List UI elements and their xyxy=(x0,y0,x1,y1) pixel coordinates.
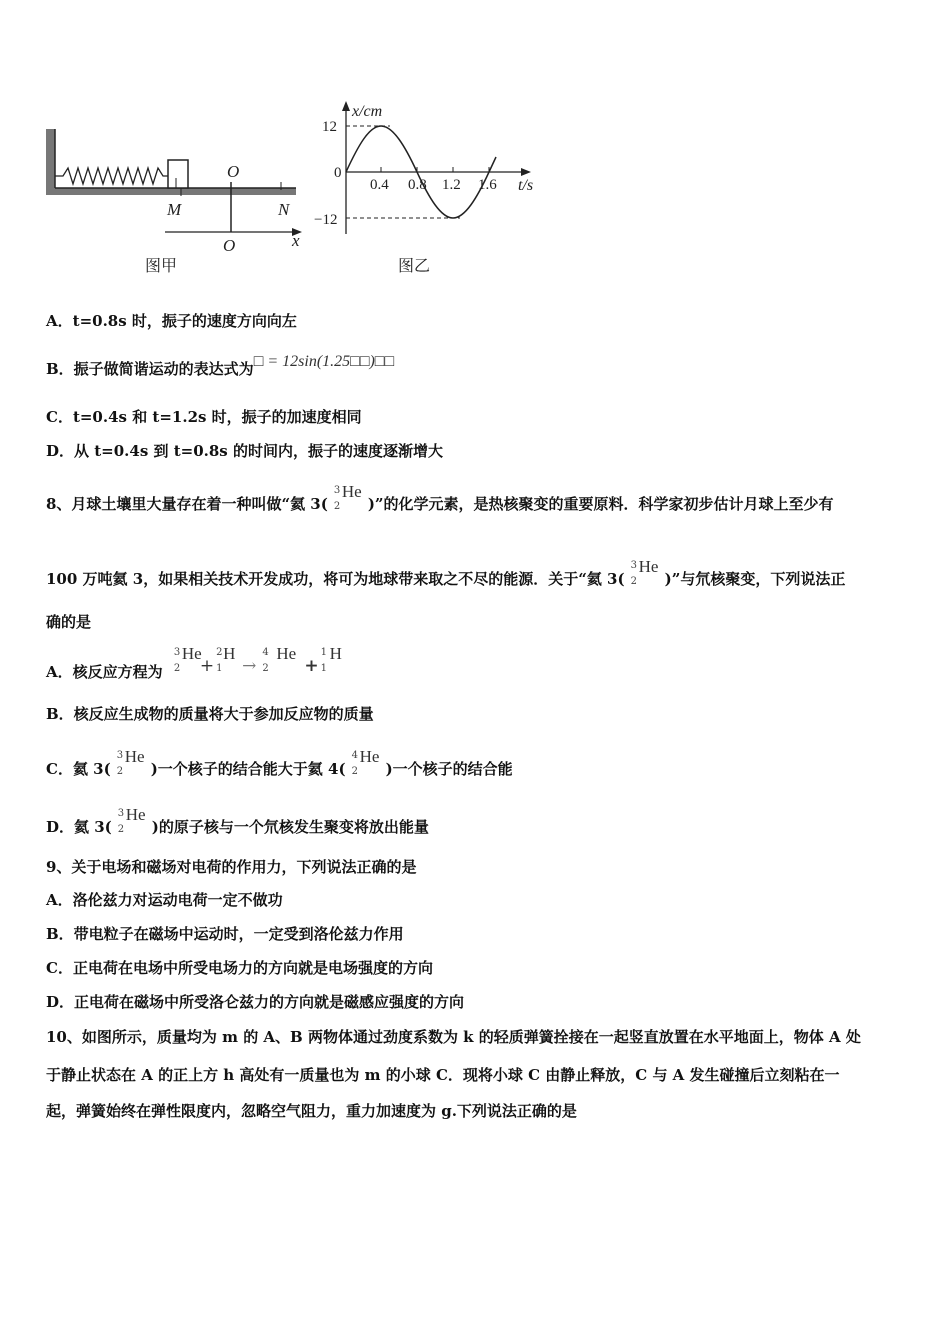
q8-option-c-b: )一个核子的结合能大于氦 4( xyxy=(150,760,346,778)
he3-symbol: He xyxy=(638,557,659,576)
wall xyxy=(46,129,55,195)
label-O-top: O xyxy=(227,162,240,181)
he3-num: 2 xyxy=(333,501,341,512)
isotope-he3: 3 2 He xyxy=(117,805,146,835)
q8-stem-line1-b: )”的化学元素，是热核聚变的重要原料．科学家初步估计月球上至少有 xyxy=(367,495,834,513)
t-tick-1.6: 1.6 xyxy=(478,177,497,193)
eq-h2: 2 1 H xyxy=(216,644,236,674)
q7-option-d: D．从 t=0.4s 到 t=0.8s 的时间内，振子的速度逐渐增大 xyxy=(46,442,443,460)
he3-mass: 3 xyxy=(333,485,341,496)
he3-mass: 3 xyxy=(630,560,637,571)
q10-stem-line3: 起，弹簧始终在弹性限度内，忽略空气阻力，重力加速度为 g.下列说法正确的是 xyxy=(46,1102,577,1120)
label-N: N xyxy=(278,200,290,219)
q9-stem: 9、关于电场和磁场对电荷的作用力，下列说法正确的是 xyxy=(46,858,417,876)
q8-option-b: B．核反应生成物的质量将大于参加反应物的质量 xyxy=(46,705,374,723)
floor xyxy=(46,188,296,195)
y-tick-12: 12 xyxy=(322,119,337,135)
q7-option-b xyxy=(46,353,395,380)
isotope-he3 xyxy=(625,557,665,588)
q8-stem-line1 xyxy=(46,482,834,514)
spring-oscillator-diagram xyxy=(46,129,302,275)
q9-option-b: B．带电粒子在磁场中运动时，一定受到洛伦兹力作用 xyxy=(46,925,404,943)
xt-graph xyxy=(314,101,533,275)
q9-option-d: D．正电荷在磁场中所受洛仑兹力的方向就是磁感应强度的方向 xyxy=(46,993,465,1011)
q8-option-c-a: C．氦 3( xyxy=(46,760,111,778)
q8-option-a xyxy=(46,644,345,684)
label-x-axis: x xyxy=(292,231,300,250)
graph-y-label: x/cm xyxy=(352,103,383,120)
q10-stem-line2: 于静止状态在 A 的正上方 h 高处有一质量也为 m 的小球 C．现将小球 C 由静止释放，C 与 A 发生碰撞后立刻粘在一 xyxy=(46,1066,840,1084)
q7-option-b-formula: □ = 12sin(1.25□□)□□ xyxy=(253,353,395,370)
label-M: M xyxy=(167,200,182,219)
he3-num: 2 xyxy=(630,576,637,587)
q9-option-a: A．洛伦兹力对运动电荷一定不做功 xyxy=(46,891,283,909)
q8-option-a-text: A．核反应方程为 xyxy=(46,663,163,681)
q8-option-d-a: D．氦 3( xyxy=(46,818,112,836)
graph-t-label: t/s xyxy=(518,177,534,194)
q7-option-c: C．t=0.4s 和 t=1.2s 时，振子的加速度相同 xyxy=(46,408,362,426)
y-tick-minus12: −12 xyxy=(314,212,338,228)
t-tick-0.4: 0.4 xyxy=(370,177,389,193)
t-tick-0.8: 0.8 xyxy=(408,177,427,193)
eq-arrow: → xyxy=(242,656,257,676)
q8-option-c xyxy=(46,747,513,779)
q8-option-d xyxy=(46,805,429,837)
q8-stem-line2-b: )”与氘核聚变，下列说法正 xyxy=(664,570,846,588)
q8-stem-line1-a: 8、月球土壤里大量存在着一种叫做“氦 3( xyxy=(46,495,328,513)
q7-option-a: A．t=0.8s 时，振子的速度方向向左 xyxy=(46,312,297,330)
figure xyxy=(0,0,950,290)
q7-option-b-text: B．振子做简谐运动的表达式为 xyxy=(46,360,254,378)
eq-plus-2: + xyxy=(304,656,319,676)
caption-left: 图甲 xyxy=(145,256,178,275)
t-tick-1.2: 1.2 xyxy=(442,177,461,193)
he3-symbol: He xyxy=(341,482,362,501)
nuclear-reaction-equation xyxy=(168,644,345,676)
eq-h1: 1 1 H xyxy=(320,644,342,674)
eq-he3: 3 2 He xyxy=(173,644,202,674)
block xyxy=(168,160,188,188)
eq-he4: 4 2 He xyxy=(262,644,297,674)
label-O-bottom: O xyxy=(223,236,236,255)
isotope-he4: 4 2 He xyxy=(351,747,380,777)
spring xyxy=(55,168,168,184)
caption-right: 图乙 xyxy=(398,256,431,275)
q8-stem-line2-a: 100 万吨氦 3，如果相关技术开发成功，将可为地球带来取之不尽的能源．关于“氦 3( xyxy=(46,570,625,588)
y-tick-0: 0 xyxy=(334,165,342,181)
q8-stem-line2 xyxy=(46,557,846,589)
q8-stem-line3: 确的是 xyxy=(46,613,92,631)
q8-option-d-b: )的原子核与一个氘核发生聚变将放出能量 xyxy=(151,818,429,836)
isotope-he3: 3 2 He xyxy=(116,747,145,777)
q10-stem-line1: 10、如图所示，质量均为 m 的 A、B 两物体通过劲度系数为 k 的轻质弹簧拴接在一起竖直放置在水平地面上，物体 A 处 xyxy=(46,1028,861,1046)
isotope-he3 xyxy=(328,482,368,513)
eq-plus-1: + xyxy=(199,656,215,676)
q8-option-c-c: )一个核子的结合能 xyxy=(385,760,513,778)
q9-option-c: C．正电荷在电场中所受电场力的方向就是电场强度的方向 xyxy=(46,959,433,977)
